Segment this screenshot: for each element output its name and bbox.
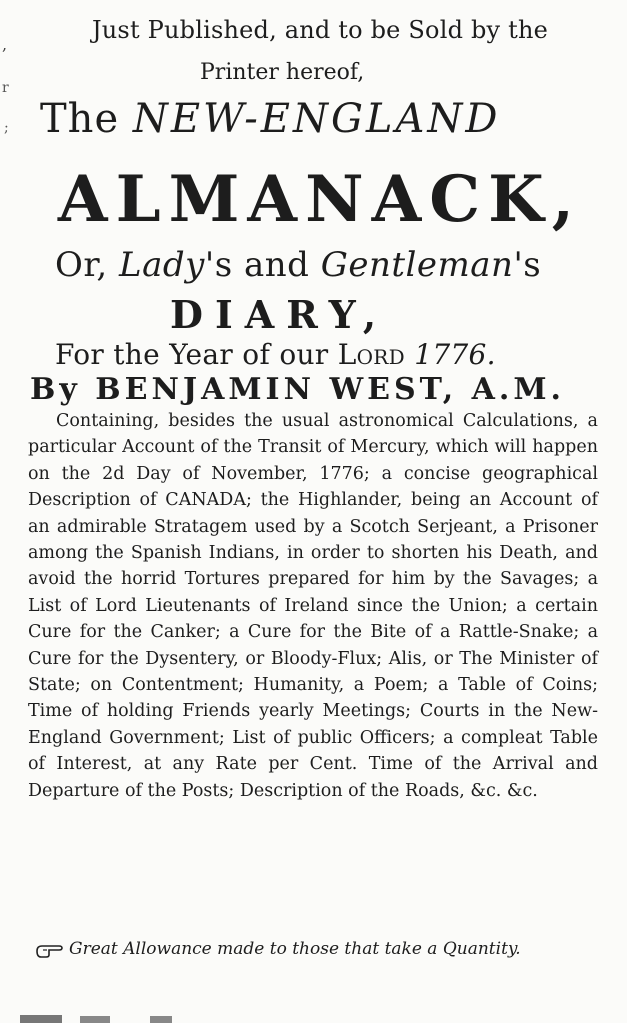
subtitle-line: [55, 245, 615, 285]
contents-text: Containing, besides the usual astronomical Calculations, a particular Account of the Transit of Mercury, which will happen on the 2d Day of November, 1776; a concise geographical Description of CANADA; the Highlander, being an Account of an admirable Stratagem used by a Scotch Serjeant, a Prisoner among the Spanish Indians, in order to shorten his Death, and avoid the horrid Tortures prepared for him by the Savages; a List of Lord Lieutenants of Ireland since the Union; a certain Cure for the Canker; a Cure for the Bite of a Rattle-Snake; a Cure for the Dysentery, or Bloody-Flux; Alis, or The Minister of State; on Contentment; Humanity, a Poem; a Table of Coins; Time of holding Friends yearly Meetings; Courts in the New-England Government; List of public Officers; a compleat Table of Interest, at any Rate per Cent. Time of the Arrival and Departure of the Posts; Description of the Roads, &c. &c.: [28, 411, 598, 801]
heading-line-1: Just Published, and to be Sold by the: [91, 16, 549, 44]
svg-text:,: ,: [2, 35, 8, 54]
line3-title: NEW-ENGLAND: [132, 96, 501, 142]
year-line: [55, 338, 615, 371]
almanack-title: ALMANACK,: [57, 162, 583, 237]
next-advert-fragment: [20, 1012, 580, 1023]
year-prefix: For the Year of our: [55, 338, 329, 371]
almanac-name-line: [40, 96, 600, 142]
subtitle-lady: Lady: [119, 245, 205, 285]
subtitle-end: 's: [513, 245, 542, 285]
heading-line-2: Printer hereof,: [200, 60, 365, 85]
allowance-text: Great Allowance made to those that take a Quantity.: [69, 939, 521, 959]
allowance-note: [35, 936, 595, 962]
author-line: By BENJAMIN WEST, A.M.: [30, 372, 565, 407]
year-number: 1776.: [414, 338, 496, 371]
contents-paragraph: [28, 408, 598, 804]
year-lord: Lord: [337, 338, 405, 371]
pointing-hand-icon: [35, 942, 63, 958]
svg-text:;: ;: [4, 120, 9, 136]
subtitle-mid: 's and: [204, 245, 310, 285]
margin-marks: [0, 20, 18, 140]
svg-text:r: r: [2, 80, 9, 96]
subtitle-or: Or,: [55, 245, 108, 285]
line3-prefix: The: [40, 96, 120, 142]
subtitle-gentleman: Gentleman: [320, 245, 514, 285]
diary-title: DIARY,: [170, 292, 389, 337]
